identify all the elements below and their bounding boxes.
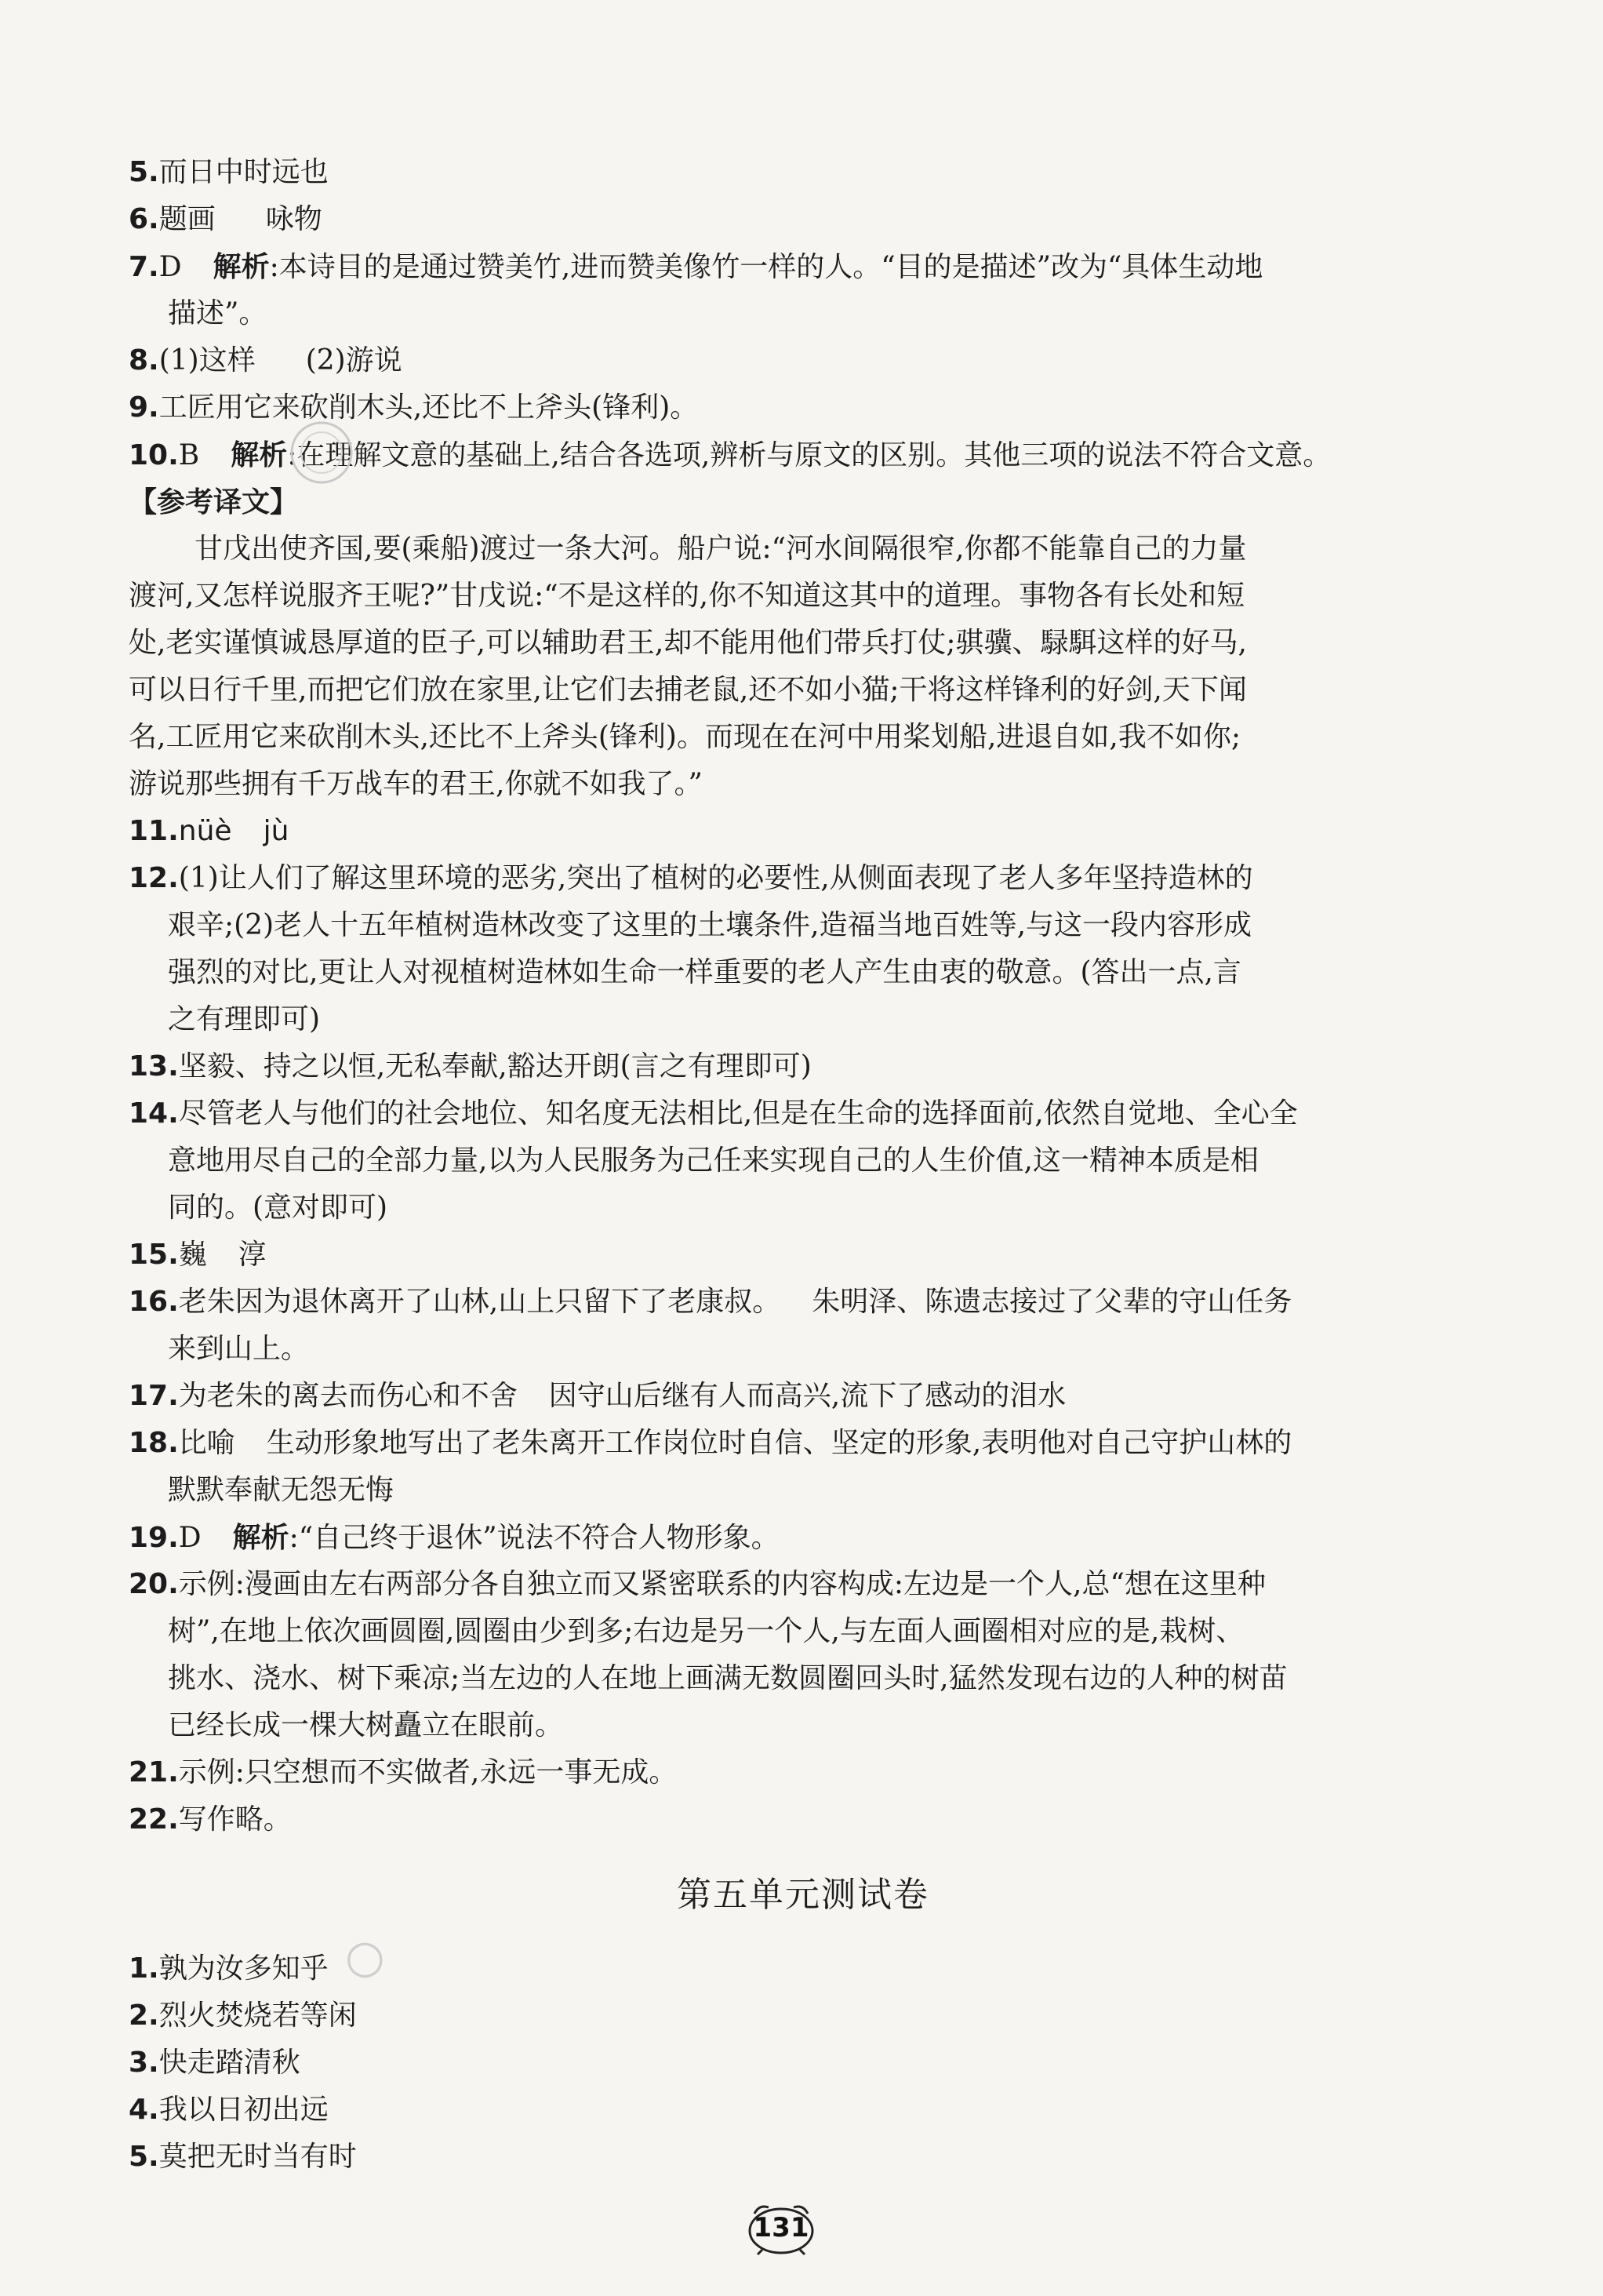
answer-text: (2)游说 xyxy=(305,344,402,377)
page-number: 131 xyxy=(753,2212,809,2243)
answer-text: 描述”。 xyxy=(168,297,267,329)
answer-line: 来到山上。 xyxy=(168,1333,310,1365)
answer-text: :“自己终于退休”说法不符合人物形象。 xyxy=(289,1522,780,1554)
item-number: 17. xyxy=(129,1380,179,1412)
item-number: 5. xyxy=(129,156,159,188)
answer-line xyxy=(129,1043,1478,1090)
page-number-badge xyxy=(745,2201,817,2256)
answer-text: 老朱因为退休离开了山林,山上只留下了老康叔。 xyxy=(178,1286,781,1318)
answer-line xyxy=(129,196,1478,243)
item-number: 22. xyxy=(129,1803,179,1836)
choice-answer: D xyxy=(158,251,182,283)
answer-line xyxy=(129,290,1478,337)
answer-text: 写作略。 xyxy=(178,1803,292,1836)
item-number: 19. xyxy=(129,1522,179,1554)
item-number: 12. xyxy=(129,862,179,894)
answer-text: 为老朱的离去而伤心和不舍 xyxy=(178,1380,518,1412)
item-number: 6. xyxy=(129,203,159,235)
answer-text: (1)让人们了解这里环境的恶劣,突出了植树的必要性,从侧面表现了老人多年坚持造林的 xyxy=(178,862,1253,894)
item-number: 18. xyxy=(129,1427,179,1459)
item-number: 21. xyxy=(129,1756,179,1788)
answer-line: 意地用尽自己的全部力量,以为人民服务为己任来实现自己的人生价值,这一精神本质是相 xyxy=(168,1144,1259,1177)
answer-line xyxy=(129,808,1478,855)
answer-line: 已经长成一棵大树矗立在眼前。 xyxy=(168,1709,564,1741)
answer-line xyxy=(129,149,1478,196)
answer-line xyxy=(129,1373,1478,1420)
item-number: 14. xyxy=(129,1097,179,1130)
answer-line: 同的。(意对即可) xyxy=(168,1192,388,1224)
answer-line xyxy=(129,1992,1478,2039)
choice-answer: D xyxy=(178,1522,202,1554)
answer-line: 挑水、浇水、树下乘凉;当左边的人在地上画满无数圆圈回头时,猛然发现右边的人种的树苗 xyxy=(168,1662,1288,1694)
answer-text: 淳 xyxy=(238,1239,267,1271)
answer-text: 示例:漫画由左右两部分各自独立而又紧密联系的内容构成:左边是一个人,总“想在这里种 xyxy=(178,1568,1266,1600)
item-number: 10. xyxy=(129,439,179,471)
answer-line xyxy=(129,1945,1478,1992)
answer-text: 题画 xyxy=(158,203,216,235)
answer-line xyxy=(129,2039,1478,2087)
answer-line xyxy=(129,243,1478,290)
item-number: 7. xyxy=(129,251,159,283)
answer-line xyxy=(129,855,1478,902)
stamp-mark-icon xyxy=(286,417,357,488)
answer-text: 尽管老人与他们的社会地位、知名度无法相比,但是在生命的选择面前,依然自觉地、全心全 xyxy=(178,1097,1298,1130)
answer-line: 强烈的对比,更让人对视植树造林如生命一样重要的老人产生由衷的敬意。(答出一点,言 xyxy=(168,956,1241,988)
answer-text: 快走踏清秋 xyxy=(158,2047,300,2079)
translation-line: 名,工匠用它来砍削木头,还比不上斧头(锋利)。而现在在河中用桨划船,进退自如,我不如你; xyxy=(129,721,1241,753)
item-number: 1. xyxy=(129,1952,159,1985)
translation-line: 游说那些拥有千万战车的君王,你就不如我了。” xyxy=(129,768,703,800)
answer-text: 巍 xyxy=(178,1239,207,1271)
analysis-label: 解析 xyxy=(231,438,288,471)
answer-text: 我以日初出远 xyxy=(158,2094,329,2126)
answer-line xyxy=(129,337,1478,384)
answer-line xyxy=(129,2134,1478,2181)
answer-text: 比喻 xyxy=(178,1427,235,1459)
analysis-label: 解析 xyxy=(213,250,270,283)
analysis-label: 解析 xyxy=(232,1521,289,1554)
answer-text: 示例:只空想而不实做者,永远一事无成。 xyxy=(178,1756,678,1788)
item-number: 2. xyxy=(129,1999,159,2032)
answer-line: 之有理即可) xyxy=(168,1003,321,1035)
item-number: 11. xyxy=(129,815,179,847)
reference-translation-heading: 【参考译文】 xyxy=(129,486,299,519)
answer-line: 艰辛;(2)老人十五年植树造林改变了这里的土壤条件,造福当地百姓等,与这一段内容形成 xyxy=(168,909,1252,941)
answer-text: :本诗目的是通过赞美竹,进而赞美像竹一样的人。“目的是描述”改为“具体生动地 xyxy=(269,251,1263,283)
answer-text: 因守山后继有人而高兴,流下了感动的泪水 xyxy=(548,1380,1067,1412)
item-number: 15. xyxy=(129,1239,179,1271)
translation-line: 渡河,又怎样说服齐王呢?”甘戊说:“不是这样的,你不知道这其中的道理。事物各有长处和短 xyxy=(129,580,1245,612)
answer-line xyxy=(129,1514,1478,1561)
item-number: 16. xyxy=(129,1286,179,1318)
answer-text: 孰为汝多知乎 xyxy=(158,1952,329,1985)
answer-line xyxy=(129,1561,1478,1608)
pinyin: nüè xyxy=(178,815,232,847)
answer-text: 烈火焚烧若等闲 xyxy=(158,1999,357,2032)
answer-line xyxy=(129,1232,1478,1279)
answer-text: 坚毅、持之以恒,无私奉献,豁达开朗(言之有理即可) xyxy=(178,1050,812,1083)
answer-text: 生动形象地写出了老朱离开工作岗位时自信、坚定的形象,表明他对自己守护山林的 xyxy=(266,1427,1292,1459)
item-number: 20. xyxy=(129,1568,179,1600)
answer-text: 朱明泽、陈遗志接过了父辈的守山任务 xyxy=(812,1286,1292,1318)
answer-line: 树”,在地上依次画圆圈,圆圈由少到多;右边是另一个人,与左面人画圈相对应的是,栽树、 xyxy=(168,1615,1245,1647)
translation-line: 可以日行千里,而把它们放在家里,让它们去捕老鼠,还不如小猫;干将这样锋利的好剑,天下闻 xyxy=(129,674,1247,706)
answer-line: 默默奉献无怨无悔 xyxy=(168,1474,394,1506)
answer-line xyxy=(129,2087,1478,2134)
watermark-mark: ○ xyxy=(345,1930,393,1983)
answer-line xyxy=(129,1420,1478,1467)
item-number: 3. xyxy=(129,2047,159,2079)
translation-line: 甘戊出使齐国,要(乘船)渡过一条大河。船户说:“河水间隔很窄,你都不能靠自己的力量 xyxy=(194,533,1247,565)
item-number: 5. xyxy=(129,2141,159,2173)
choice-answer: B xyxy=(178,439,200,471)
answer-text: 莫把无时当有时 xyxy=(158,2141,357,2173)
item-number: 8. xyxy=(129,344,159,377)
item-number: 13. xyxy=(129,1050,179,1083)
answer-text: 咏物 xyxy=(265,203,322,235)
pinyin: jù xyxy=(263,815,289,847)
answer-text: 而日中时远也 xyxy=(158,156,329,188)
answer-text: (1)这样 xyxy=(158,344,256,377)
item-number: 9. xyxy=(129,391,159,424)
answer-line xyxy=(129,1749,1478,1796)
answer-line xyxy=(129,1090,1478,1137)
answer-line xyxy=(129,1796,1478,1843)
translation-line: 处,老实谨慎诚恳厚道的臣子,可以辅助君王,却不能用他们带兵打仗;骐骥、騄駬这样的好马, xyxy=(129,627,1247,659)
answer-text: :在理解文意的基础上,结合各选项,辨析与原文的区别。其他三项的说法不符合文意。 xyxy=(287,439,1332,471)
item-number: 4. xyxy=(129,2094,159,2126)
answer-text: 工匠用它来砍削木头,还比不上斧头(锋利)。 xyxy=(158,391,699,424)
section-title: 第五单元测试卷 xyxy=(677,1875,929,1915)
answer-line xyxy=(129,1279,1478,1326)
